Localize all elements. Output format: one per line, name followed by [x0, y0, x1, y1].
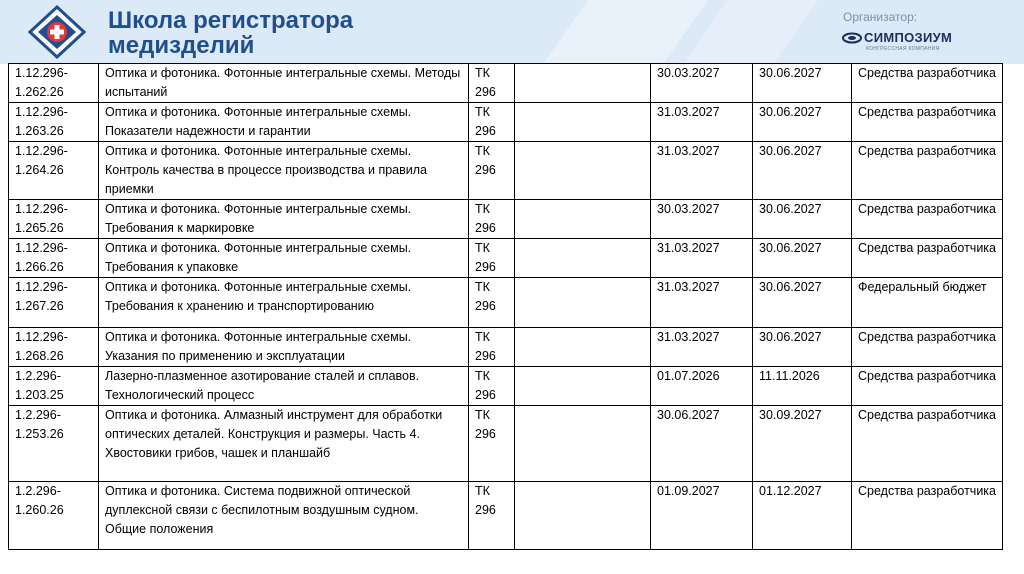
cell-code: 1.12.296-1.263.26	[9, 103, 99, 142]
cell-committee: ТК 296	[469, 200, 515, 239]
cell-empty	[515, 200, 651, 239]
cell-empty	[515, 142, 651, 200]
cell-funding: Средства разработчика	[852, 200, 1003, 239]
cell-funding: Средства разработчика	[852, 367, 1003, 406]
cell-start-date: 31.03.2027	[651, 278, 753, 328]
cell-code: 1.2.296-1.203.25	[9, 367, 99, 406]
cell-title: Оптика и фотоника. Алмазный инструмент для обработки оптических деталей. Конструкция и размеры. Часть 4. Хвостовики грибов, чашек и планшайб	[99, 406, 469, 482]
cell-code: 1.12.296-1.262.26	[9, 64, 99, 103]
school-title-line2: медизделий	[108, 32, 255, 59]
cell-funding: Средства разработчика	[852, 239, 1003, 278]
cell-funding: Средства разработчика	[852, 482, 1003, 550]
table-row	[9, 482, 1003, 550]
cell-end-date: 30.06.2027	[753, 278, 852, 328]
cell-start-date: 31.03.2027	[651, 328, 753, 367]
header-banner	[0, 0, 1024, 64]
cell-code: 1.12.296-1.266.26	[9, 239, 99, 278]
cell-start-date: 01.07.2026	[651, 367, 753, 406]
cell-title: Оптика и фотоника. Фотонные интегральные схемы. Контроль качества в процессе производства и правила приемки	[99, 142, 469, 200]
cell-end-date: 11.11.2026	[753, 367, 852, 406]
cell-empty	[515, 64, 651, 103]
cell-end-date: 30.06.2027	[753, 328, 852, 367]
cell-funding: Средства разработчика	[852, 142, 1003, 200]
cell-committee: ТК 296	[469, 278, 515, 328]
cell-title: Оптика и фотоника. Фотонные интегральные схемы. Требования к упаковке	[99, 239, 469, 278]
table-row	[9, 328, 1003, 367]
cell-title: Оптика и фотоника. Фотонные интегральные схемы. Показатели надежности и гарантии	[99, 103, 469, 142]
cell-committee: ТК 296	[469, 142, 515, 200]
cell-empty	[515, 482, 651, 550]
cell-empty	[515, 328, 651, 367]
cell-start-date: 30.06.2027	[651, 406, 753, 482]
cell-end-date: 30.06.2027	[753, 103, 852, 142]
cell-committee: ТК 296	[469, 482, 515, 550]
cell-title: Оптика и фотоника. Фотонные интегральные схемы. Требования к хранению и транспортированию	[99, 278, 469, 328]
cell-start-date: 31.03.2027	[651, 142, 753, 200]
cell-title: Оптика и фотоника. Фотонные интегральные схемы. Указания по применению и эксплуатации	[99, 328, 469, 367]
cell-committee: ТК 296	[469, 103, 515, 142]
standards-table	[8, 63, 1003, 550]
cell-title: Оптика и фотоника. Фотонные интегральные схемы. Требования к маркировке	[99, 200, 469, 239]
cell-start-date: 31.03.2027	[651, 103, 753, 142]
cell-code: 1.12.296-1.267.26	[9, 278, 99, 328]
cell-title: Оптика и фотоника. Система подвижной оптической дуплексной связи с беспилотным воздушным судном. Общие положения	[99, 482, 469, 550]
table-row	[9, 278, 1003, 328]
cell-committee: ТК 296	[469, 239, 515, 278]
cell-end-date: 01.12.2027	[753, 482, 852, 550]
cell-empty	[515, 406, 651, 482]
sponsor-logo	[842, 30, 968, 56]
school-title-line1: Школа регистратора	[108, 7, 354, 34]
table-row	[9, 367, 1003, 406]
cell-funding: Средства разработчика	[852, 103, 1003, 142]
cell-empty	[515, 239, 651, 278]
cell-committee: ТК 296	[469, 328, 515, 367]
cell-funding: Средства разработчика	[852, 406, 1003, 482]
cell-committee: ТК 296	[469, 367, 515, 406]
cell-code: 1.2.296-1.253.26	[9, 406, 99, 482]
school-logo-icon	[28, 5, 86, 59]
cell-end-date: 30.06.2027	[753, 239, 852, 278]
school-title	[108, 8, 353, 58]
sponsor-name: СИМПОЗИУМ	[864, 30, 953, 45]
cell-start-date: 01.09.2027	[651, 482, 753, 550]
sponsor-swoosh-icon	[842, 32, 862, 44]
cell-start-date: 31.03.2027	[651, 239, 753, 278]
cell-empty	[515, 367, 651, 406]
cell-committee: ТК 296	[469, 64, 515, 103]
organizer-label: Организатор:	[843, 10, 918, 24]
cell-funding: Средства разработчика	[852, 64, 1003, 103]
cell-start-date: 30.03.2027	[651, 200, 753, 239]
table-row	[9, 239, 1003, 278]
cell-committee: ТК 296	[469, 406, 515, 482]
sponsor-subtitle: КОНГРЕССНАЯ КОМПАНИЯ	[866, 46, 940, 52]
cell-code: 1.12.296-1.268.26	[9, 328, 99, 367]
cell-end-date: 30.09.2027	[753, 406, 852, 482]
cell-code: 1.2.296-1.260.26	[9, 482, 99, 550]
cell-funding: Средства разработчика	[852, 328, 1003, 367]
table-body	[9, 64, 1003, 550]
cell-code: 1.12.296-1.264.26	[9, 142, 99, 200]
table-row	[9, 200, 1003, 239]
table-row	[9, 103, 1003, 142]
standards-table-wrapper	[8, 63, 1002, 550]
cell-title: Оптика и фотоника. Фотонные интегральные схемы. Методы испытаний	[99, 64, 469, 103]
cell-end-date: 30.06.2027	[753, 200, 852, 239]
cell-end-date: 30.06.2027	[753, 142, 852, 200]
cell-funding: Федеральный бюджет	[852, 278, 1003, 328]
table-row	[9, 142, 1003, 200]
cell-code: 1.12.296-1.265.26	[9, 200, 99, 239]
cell-empty	[515, 278, 651, 328]
table-row	[9, 406, 1003, 482]
cell-empty	[515, 103, 651, 142]
cell-title: Лазерно-плазменное азотирование сталей и сплавов. Технологический процесс	[99, 367, 469, 406]
cell-start-date: 30.03.2027	[651, 64, 753, 103]
table-row	[9, 64, 1003, 103]
cell-end-date: 30.06.2027	[753, 64, 852, 103]
